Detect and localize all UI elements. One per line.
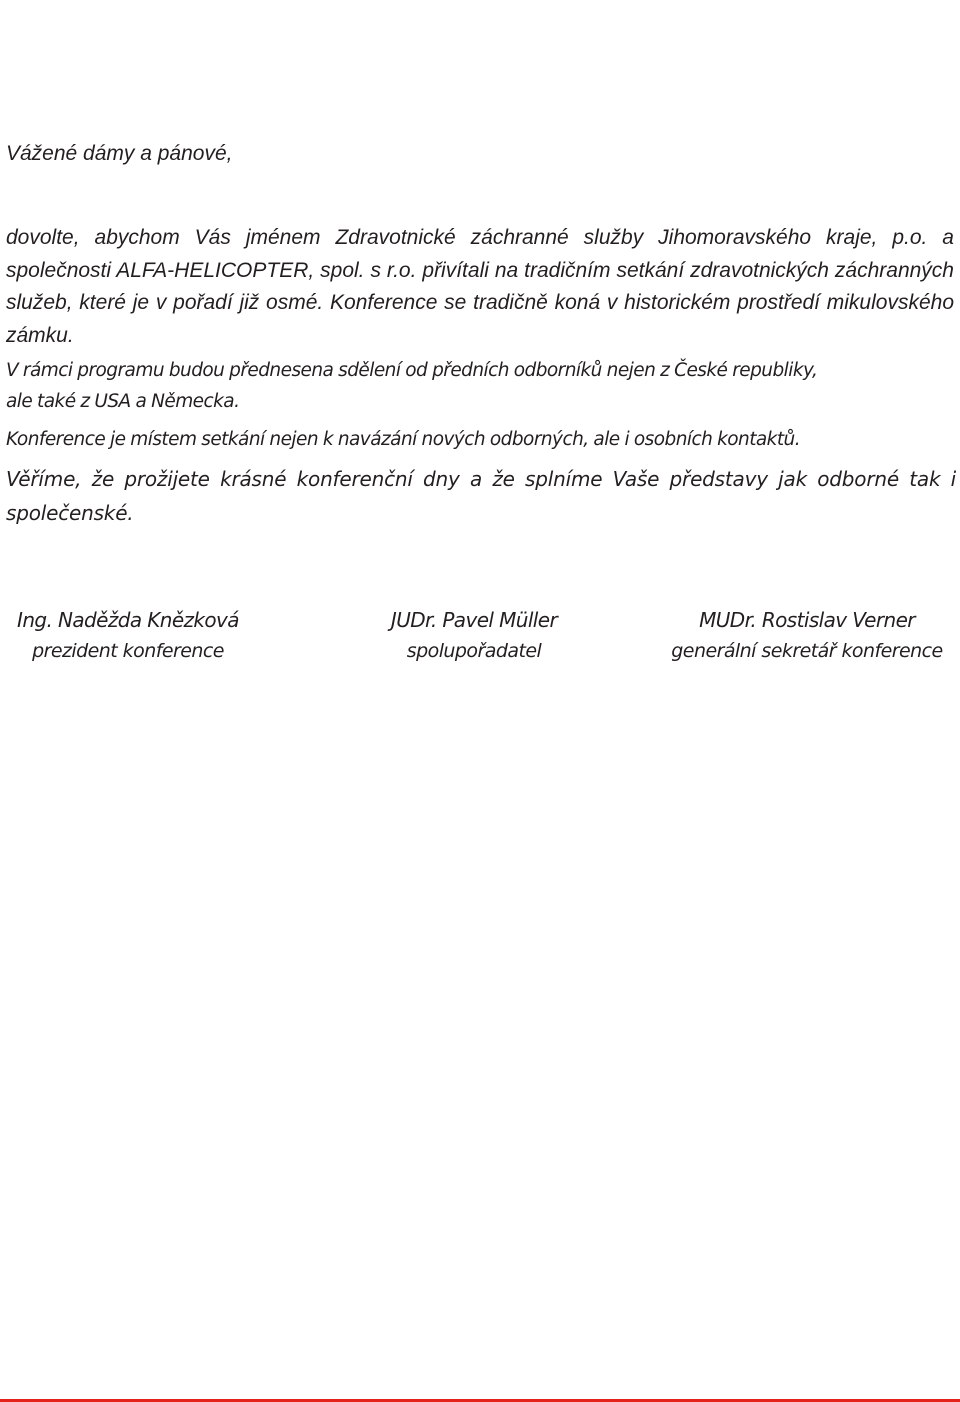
intro-paragraph: dovolte, abychom Vás jménem Zdravotnické záchranné služby Jihomoravského kraje, p.o. a společnosti ALFA-HELICOPTER, spol. s r.o. přivítali na tradičním setkání zdravotnických záchranných služeb, které je v pořadí již osmé. Konference se tradičně koná v historickém prostředí mikulovského zámku. bbox=[6, 226, 954, 347]
signature-name: Ing. Naděžda Knězková bbox=[17, 608, 239, 632]
meeting-paragraph: Konference je místem setkání nejen k navázání nových odborných, ale i osobních kontaktů. bbox=[6, 429, 801, 450]
signature-block-secretary bbox=[646, 605, 960, 667]
signature-block-coorganizer bbox=[348, 605, 600, 667]
signature-name: JUDr. Pavel Müller bbox=[390, 608, 558, 632]
signature-role: prezident konference bbox=[32, 640, 224, 662]
program-paragraph bbox=[6, 355, 817, 417]
signature-role: spolupořadatel bbox=[406, 640, 542, 662]
signature-name: MUDr. Rostislav Verner bbox=[699, 608, 915, 632]
signature-role: generální sekretář konference bbox=[671, 640, 943, 662]
closing-paragraph: Věříme, že prožijete krásné konferenční dny a že splníme Vaše představy jak odborné tak i společenské. bbox=[6, 467, 956, 525]
signature-block-president bbox=[0, 605, 256, 667]
greeting: Vážené dámy a pánové, bbox=[6, 142, 233, 165]
program-line-2: ale také z USA a Německa. bbox=[6, 391, 240, 412]
program-line-1: V rámci programu budou přednesena sdělení od předních odborníků nejen z České republiky, bbox=[6, 360, 818, 381]
